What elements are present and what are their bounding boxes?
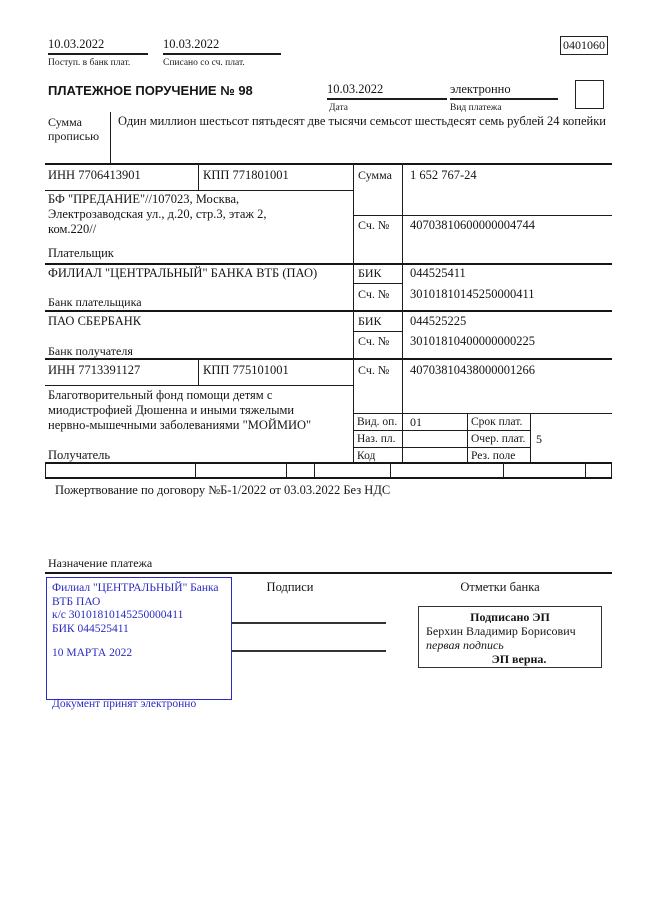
code-label: Код	[357, 450, 376, 462]
grid-line	[45, 462, 612, 464]
grid-line	[45, 190, 353, 191]
stamp-note: Документ принят электронно	[52, 697, 197, 710]
bank-marks-header: Отметки банка	[460, 580, 540, 594]
grid-line	[286, 462, 287, 477]
payer-bank-account: 30101810145250000411	[410, 287, 535, 301]
payment-type-label: Вид платежа	[450, 103, 502, 113]
payment-type-value: электронно	[450, 82, 558, 100]
signature-line-2	[232, 650, 386, 652]
esign-box	[418, 606, 602, 668]
payee-bank-account: 30101810400000000225	[410, 334, 535, 348]
form-code-box: 0401060	[560, 36, 608, 55]
grid-line	[195, 462, 196, 477]
signature-line-1	[232, 622, 386, 624]
grid-line	[353, 215, 612, 216]
payee-bank-label: Банк получателя	[48, 344, 133, 358]
payer-bank-bik: 044525411	[410, 266, 466, 280]
payer-bank-bik-label: БИК	[358, 266, 382, 280]
payer-kpp: КПП 771801001	[203, 168, 289, 182]
grid-line	[467, 413, 468, 462]
grid-line	[353, 447, 530, 448]
esign-signature-kind: первая подпись	[426, 638, 504, 652]
signatures-header: Подписи	[266, 580, 314, 594]
grid-line	[353, 430, 530, 431]
stamp-bank-name: Филиал "ЦЕНТРАЛЬНЫЙ" Банка ВТБ ПАО	[52, 582, 219, 608]
payer-account: 40703810600000004744	[410, 218, 535, 232]
sum-value: 1 652 767-24	[410, 168, 477, 182]
payee-inn: ИНН 7713391127	[48, 363, 141, 377]
stamp-corr-account: к/с 30101810145250000411	[52, 609, 184, 621]
priority-checkbox	[575, 80, 604, 109]
payer-name: БФ "ПРЕДАНИЕ"//107023, Москва, Электрозаводская ул., д.20, стр.3, этаж 2, ком.220//	[48, 192, 267, 236]
payer-label: Плательщик	[48, 246, 114, 260]
payee-name: Благотворительный фонд помощи детям с миодистрофией Дюшенна и иными тяжелыми нервно-мышечными заболеваниями "МОЙМИО"	[48, 388, 312, 432]
payer-bank-label: Банк плательщика	[48, 295, 142, 309]
sum-label: Сумма	[358, 168, 392, 182]
esign-signer: Берхин Владимир Борисович	[426, 624, 576, 638]
priority-value: 5	[536, 432, 542, 446]
grid-line	[530, 413, 531, 462]
payer-bank-name: ФИЛИАЛ "ЦЕНТРАЛЬНЫЙ" БАНКА ВТБ (ПАО)	[48, 266, 318, 280]
grid-line	[45, 163, 612, 165]
due-date-label: Срок плат.	[471, 416, 523, 428]
grid-line	[45, 310, 612, 312]
grid-line	[314, 462, 315, 477]
priority-label: Очер. плат.	[471, 433, 526, 445]
date-received-in-bank: 10.03.2022	[48, 37, 148, 55]
grid-line	[503, 462, 504, 477]
payer-bank-account-label: Сч. №	[358, 287, 390, 301]
grid-line	[585, 462, 586, 477]
grid-line	[198, 163, 199, 190]
grid-line	[45, 572, 612, 574]
payee-kpp: КПП 775101001	[203, 363, 289, 377]
stamp-date: 10 МАРТА 2022	[52, 647, 133, 659]
payment-purpose-label: Назначение платежа	[48, 556, 153, 570]
amount-words-value: Один миллион шестьсот пятьдесят две тысячи семьсот шестьдесят семь рублей 24 копейки	[118, 114, 606, 128]
grid-line	[353, 331, 403, 332]
document-date: 10.03.2022	[327, 82, 447, 100]
grid-line	[45, 477, 612, 479]
grid-line	[353, 413, 612, 414]
payee-account: 40703810438000001266	[410, 363, 535, 377]
stamp-bik: БИК 044525411	[52, 622, 129, 635]
payee-label: Получатель	[48, 448, 111, 462]
bank-stamp	[46, 577, 232, 710]
grid-line	[198, 358, 199, 385]
payee-bank-bik: 044525225	[410, 314, 467, 328]
grid-line	[45, 385, 353, 386]
payee-bank-account-label: Сч. №	[358, 334, 390, 348]
purpose-code-label: Наз. пл.	[357, 433, 396, 445]
payment-purpose-text: Пожертвование по договору №Б-1/2022 от 03.03.2022 Без НДС	[55, 483, 391, 497]
grid-line	[45, 263, 612, 265]
payer-inn: ИНН 7706413901	[48, 168, 141, 182]
reserve-field-label: Рез. поле	[471, 450, 516, 462]
grid-line	[353, 163, 354, 462]
grid-line	[611, 462, 612, 477]
esign-title: Подписано ЭП	[470, 610, 550, 624]
document-title: ПЛАТЕЖНОЕ ПОРУЧЕНИЕ № 98	[48, 83, 253, 98]
payee-account-label: Сч. №	[358, 363, 390, 377]
grid-line	[353, 283, 403, 284]
date-received-label: Поступ. в банк плат.	[48, 58, 131, 68]
op-type-value: 01	[410, 415, 422, 429]
grid-line	[390, 462, 391, 477]
grid-line	[110, 112, 111, 163]
date-debited-label: Списано со сч. плат.	[163, 58, 245, 68]
document-date-label: Дата	[329, 103, 348, 113]
grid-line	[45, 462, 46, 477]
payee-bank-bik-label: БИК	[358, 314, 382, 328]
op-type-label: Вид. оп.	[357, 416, 398, 428]
payee-bank-name: ПАО СБЕРБАНК	[48, 314, 142, 328]
payer-account-label: Сч. №	[358, 218, 390, 232]
amount-words-label: Сумма прописью	[48, 115, 100, 143]
grid-line	[402, 163, 403, 462]
esign-status: ЭП верна.	[491, 652, 547, 666]
date-debited: 10.03.2022	[163, 37, 281, 55]
